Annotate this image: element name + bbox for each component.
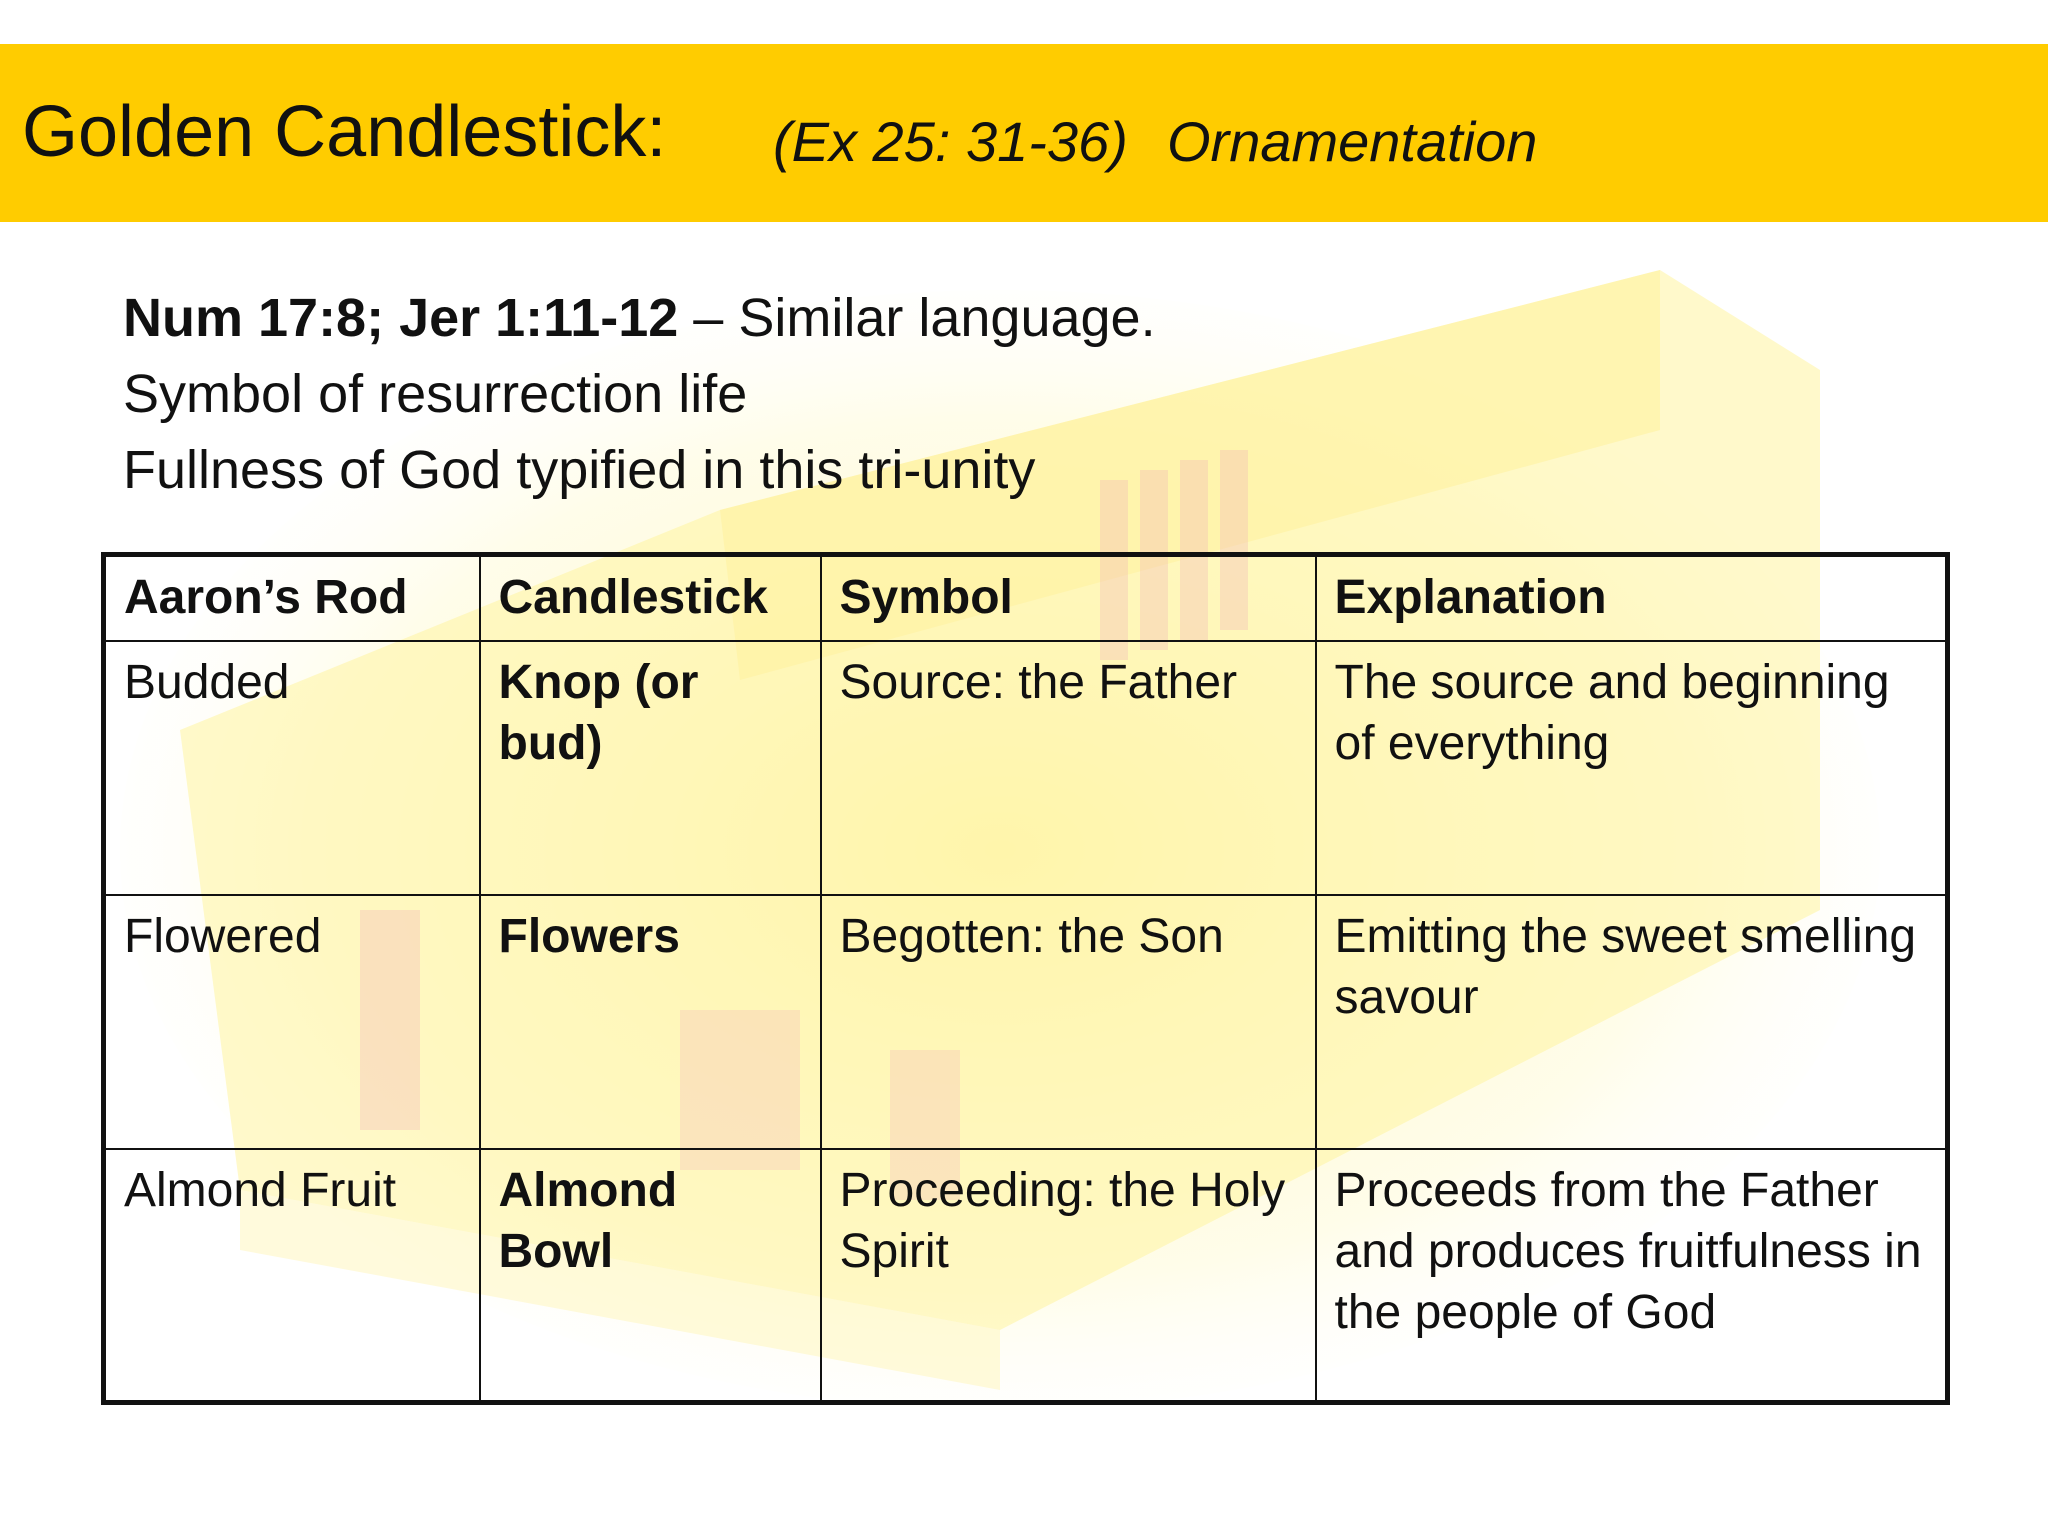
slide-subtitle: Ornamentation — [1167, 110, 1538, 173]
intro-line-1-rest: – Similar language. — [678, 288, 1156, 348]
header-aarons-rod: Aaron’s Rod — [104, 555, 480, 641]
cell-explanation: Proceeds from the Father and produces fruitfulness in the people of God — [1316, 1149, 1948, 1403]
slide-title: Golden Candlestick: — [22, 92, 667, 172]
cell-aarons-rod: Budded — [104, 641, 480, 895]
table-row — [104, 1149, 1948, 1403]
intro-line-2: Symbol of resurrection life — [123, 364, 748, 424]
table-header-row — [104, 555, 1948, 641]
intro-references: Num 17:8; Jer 1:11-12 — [123, 288, 679, 348]
cell-explanation: The source and beginning of everything — [1316, 641, 1948, 895]
header-candlestick: Candlestick — [480, 555, 821, 641]
header-explanation: Explanation — [1316, 555, 1948, 641]
cell-explanation: Emitting the sweet smelling savour — [1316, 895, 1948, 1149]
cell-aarons-rod: Almond Fruit — [104, 1149, 480, 1403]
header-symbol: Symbol — [821, 555, 1316, 641]
scripture-reference: (Ex 25: 31-36) — [773, 110, 1128, 173]
cell-symbol: Source: the Father — [821, 641, 1316, 895]
ornamentation-table-wrapper — [101, 552, 1950, 1405]
ornamentation-table — [101, 552, 1950, 1405]
cell-aarons-rod: Flowered — [104, 895, 480, 1149]
intro-line-3: Fullness of God typified in this tri-unity — [123, 440, 1036, 500]
intro-text — [123, 280, 1156, 508]
cell-candlestick: Almond Bowl — [480, 1149, 821, 1403]
cell-symbol: Begotten: the Son — [821, 895, 1316, 1149]
table-row — [104, 895, 1948, 1149]
table-row — [104, 641, 1948, 895]
cell-candlestick: Knop (or bud) — [480, 641, 821, 895]
intro-line-1 — [123, 280, 1156, 356]
cell-candlestick: Flowers — [480, 895, 821, 1149]
cell-symbol: Proceeding: the Holy Spirit — [821, 1149, 1316, 1403]
